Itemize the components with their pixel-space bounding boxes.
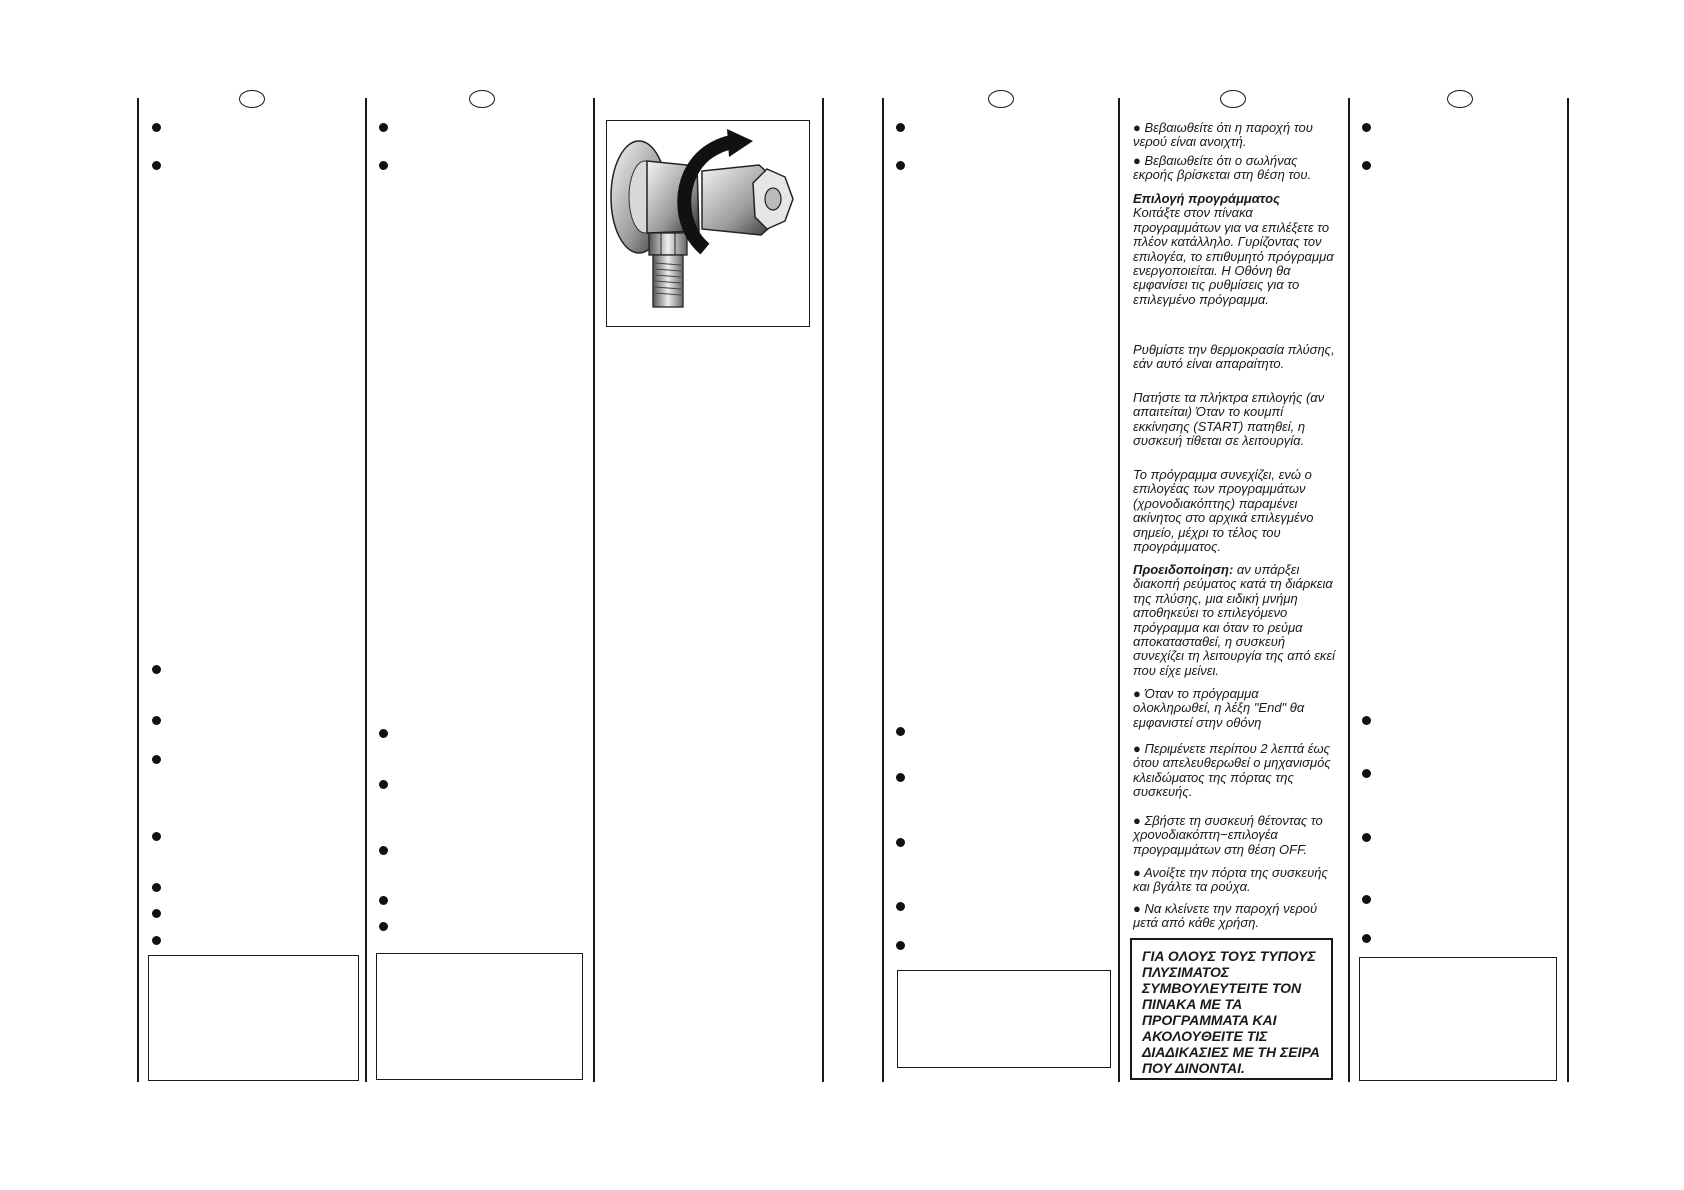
instruction-switch-off: ● Σβήστε τη συσκευή θέτοντας το χρονοδιακόπτη−επιλογέα προγραμμάτων στη θέση OFF.	[1133, 813, 1323, 857]
bullet-icon	[896, 941, 905, 950]
bullet-icon	[1362, 833, 1371, 842]
column-divider	[1118, 98, 1120, 1082]
bullet-icon	[379, 896, 388, 905]
column-divider	[882, 98, 884, 1082]
section-body: Κοιτάξτε στον πίνακα προγραμμάτων για να επιλέξετε το πλέον κατάλληλο. Γυρίζοντας τον επιλογέα, το επιθυμητό πρόγραμμα ενεργοποιείται. Η Οθόνη θα εμφανίσει τις ρυθμίσεις για το επιλεγμένο πρόγραμμα.	[1133, 205, 1334, 307]
language-marker-icon	[239, 90, 265, 108]
bullet-icon	[152, 755, 161, 764]
bullet-icon	[152, 123, 161, 132]
instruction-water-supply: ● Βεβαιωθείτε ότι η παροχή του νερού είναι ανοιχτή.	[1133, 120, 1313, 150]
instruction-option-buttons: Πατήστε τα πλήκτρα επιλογής (αν απαιτείται) Όταν το κουμπί εκκίνησης (START) πατηθεί, η συσκευή τίθεται σε λειτουργία.	[1133, 390, 1325, 449]
language-marker-icon	[469, 90, 495, 108]
bullet-icon	[379, 729, 388, 738]
bullet-icon	[1362, 161, 1371, 170]
instruction-door-lock: ● Περιμένετε περίπου 2 λεπτά έως ότου απελευθερωθεί ο μηχανισμός κλειδώματος της πόρτας της συσκευής.	[1133, 741, 1331, 800]
water-tap-illustration	[606, 120, 810, 327]
bullet-icon	[896, 123, 905, 132]
note-box	[1359, 957, 1557, 1081]
bullet-icon	[379, 123, 388, 132]
column-divider	[365, 98, 367, 1082]
note-box	[897, 970, 1111, 1068]
bullet-icon	[1362, 716, 1371, 725]
bullet-icon	[896, 902, 905, 911]
bullet-icon	[152, 716, 161, 725]
language-marker-icon	[988, 90, 1014, 108]
instruction-program-continues: Το πρόγραμμα συνεχίζει, ενώ ο επιλογέας των προγραμμάτων (χρονοδιακόπτης) παραμένει ακίνητος στο αρχικά επιλεγμένο σημείο, μέχρι το τέλος του προγράμματος.	[1133, 467, 1314, 555]
language-marker-icon	[1220, 90, 1246, 108]
bullet-icon	[152, 909, 161, 918]
instruction-warning	[1133, 563, 1338, 678]
instruction-end: ● Όταν το πρόγραμμα ολοκληρωθεί, η λέξη "End" θα εμφανιστεί στην οθόνη	[1133, 686, 1305, 730]
bullet-icon	[1362, 934, 1371, 943]
instruction-remove-laundry: ● Ανοίξτε την πόρτα της συσκευής και βγάλτε τα ρούχα.	[1133, 865, 1328, 895]
column-divider	[1348, 98, 1350, 1082]
bullet-icon	[152, 161, 161, 170]
note-box	[376, 953, 583, 1080]
warning-body: αν υπάρξει διακοπή ρεύματος κατά τη διάρκεια της πλύσης, μια ειδική μνήμη αποθηκεύει το επιλεγόμενο πρόγραμμα και όταν το ρεύμα αποκατασταθεί, η συσκευή συνεχίζει τη λειτουργία της από εκεί που είχε μείνει.	[1133, 562, 1336, 678]
bullet-icon	[896, 773, 905, 782]
instruction-temperature: Ρυθμίστε την θερμοκρασία πλύσης, εάν αυτό είναι απαραίτητο.	[1133, 342, 1335, 372]
note-box	[148, 955, 359, 1081]
language-marker-icon	[1447, 90, 1473, 108]
warning-label: Προειδοποίηση:	[1133, 562, 1234, 577]
bullet-icon	[152, 936, 161, 945]
bullet-icon	[1362, 769, 1371, 778]
bullet-icon	[896, 727, 905, 736]
bullet-icon	[896, 161, 905, 170]
program-table-notice: ΓΙΑ ΟΛΟΥΣ ΤΟΥΣ ΤΥΠΟΥΣ ΠΛΥΣΙΜΑΤΟΣ ΣΥΜΒΟΥΛΕΥΤΕΙΤΕ ΤΟΝ ΠΙΝΑΚΑ ΜΕ ΤΑ ΠΡΟΓΡΑΜΜΑΤΑ ΚΑΙ ΑΚΟΛΟΥΘΕΙΤΕ ΤΙΣ ΔΙΑΔΙΚΑΣΙΕΣ ΜΕ ΤΗ ΣΕΙΡΑ ΠΟΥ ΔΙΝΟΝΤΑΙ.	[1130, 938, 1333, 1080]
bullet-icon	[152, 665, 161, 674]
bullet-icon	[379, 922, 388, 931]
column-divider	[593, 98, 595, 1082]
bullet-icon	[379, 780, 388, 789]
column-divider	[822, 98, 824, 1082]
column-divider	[1567, 98, 1569, 1082]
bullet-icon	[152, 832, 161, 841]
bullet-icon	[896, 838, 905, 847]
column-divider	[137, 98, 139, 1082]
instruction-drain-hose: ● Βεβαιωθείτε ότι ο σωλήνας εκροής βρίσκεται στη θέση του.	[1133, 153, 1312, 183]
water-tap-open-icon	[607, 121, 809, 326]
bullet-icon	[1362, 123, 1371, 132]
bullet-icon	[379, 846, 388, 855]
section-heading: Επιλογή προγράμματος	[1133, 191, 1280, 206]
bullet-icon	[1362, 895, 1371, 904]
bullet-icon	[152, 883, 161, 892]
bullet-icon	[379, 161, 388, 170]
instruction-close-water: ● Να κλείνετε την παροχή νερού μετά από κάθε χρήση.	[1133, 901, 1318, 931]
instruction-program-selection	[1133, 192, 1338, 307]
